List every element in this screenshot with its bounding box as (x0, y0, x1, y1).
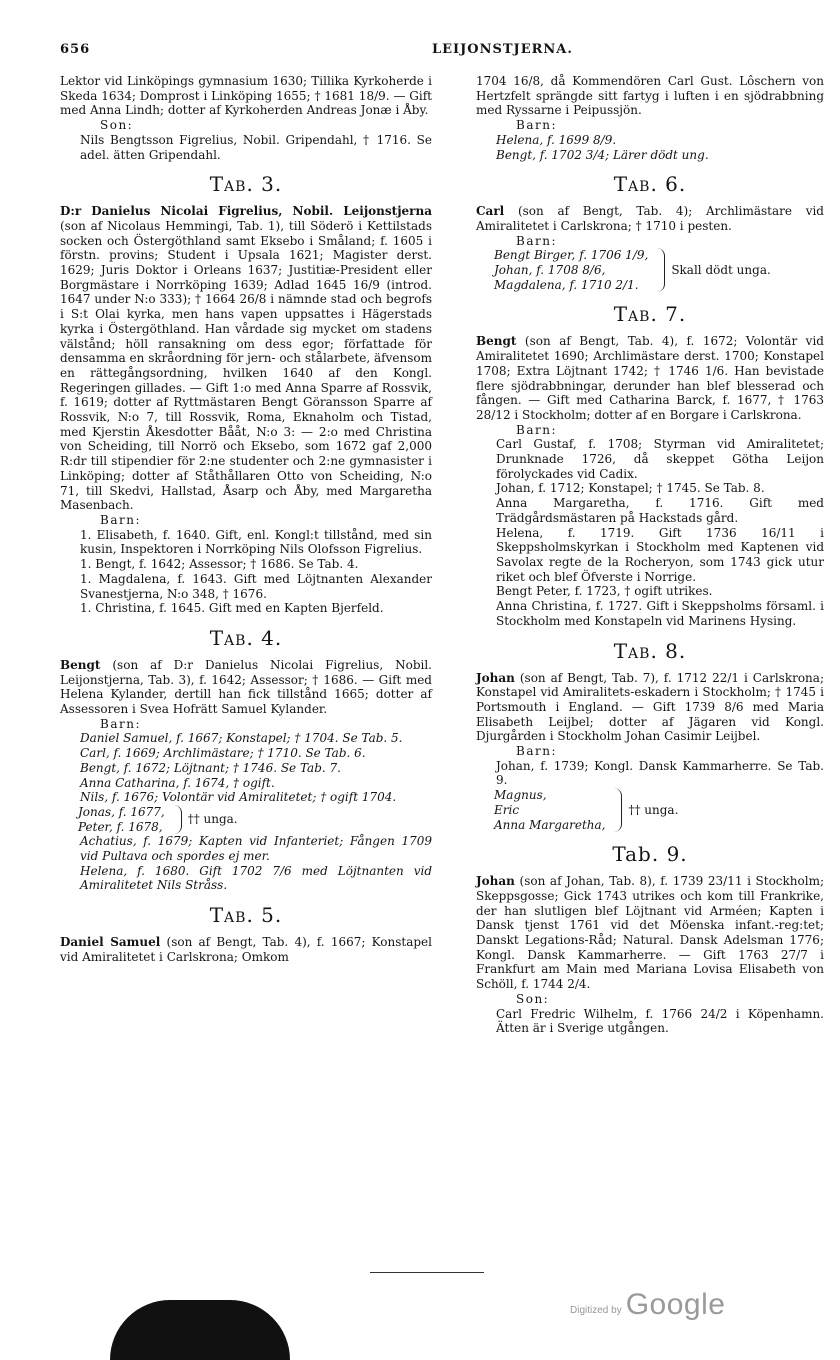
tab-3-heading: Tab. 3. (209, 172, 283, 197)
tab-8-entry (476, 671, 824, 745)
brace-group (476, 248, 824, 292)
child-entry: Anna Catharina, f. 1674, † ogift. (80, 775, 275, 790)
brace-names (494, 788, 605, 832)
entry-body: (son af Bengt, Tab. 7), f. 1712 22/1 i Carlskrona; Konstapel vid Amiralitets-eskadern i Stockholm; † 1745 i Portsmouth i England. — Gift 1739 8/6 med Maria Elisabeth Leijbel; dotter af Jägaren vid Kongl. Djurgården i Stockholm Johan Casimir Leijbel. (476, 670, 824, 744)
child-entry: Daniel Samuel, f. 1667; Konstapel; † 1704. Se Tab. 5. (80, 731, 403, 746)
child-entry: Magdalena, f. 1710 2/1. (494, 277, 639, 292)
barn-label: Barn: (516, 744, 557, 759)
tab-4-heading: Tab. 4. (209, 625, 283, 650)
child-entry: Helena, f. 1719. Gift 1736 16/11 i Skeppsholmskyrkan i Stockholm med Kaptenen vid Savolax regte de la Rocheryon, som 1743 gick utur riket och blef Öfverste i Norrige. (496, 525, 824, 584)
child-entry: Johan, f. 1739; Kongl. Dansk Kammarherre. Se Tab. 9. (496, 758, 824, 788)
tab-5-heading: Tab. 5. (209, 903, 283, 928)
left-column (60, 74, 432, 965)
entry-body: (son af D:r Danielus Nicolai Figrelius, Nobil. Leijonstjerna, Tab. 3), f. 1642; Assessor; † 1686. — Gift med Helena Kylander, dertill han fick tillstånd 1665; dotter af Assessoren i Svea Hofrätt Samuel Kylander. (60, 657, 432, 717)
tab-4-entry (60, 658, 432, 717)
end-rule (370, 1272, 484, 1273)
person-name: Johan (476, 670, 515, 685)
child-entry: Anna Christina, f. 1727. Gift i Skeppsholms församl. i Stockholm med Konstapeln vid Marinens Hysing. (496, 599, 824, 628)
brace-group (476, 788, 824, 832)
brace-note: †† unga. (628, 802, 679, 817)
child-entry: Bengt, f. 1672; Löjtnant; † 1746. Se Tab. 7. (80, 760, 341, 775)
tab-9-entry (476, 874, 824, 992)
entry-body: (son af Nicolaus Hemmingi, Tab. 1), till Söderö i Kettilstads socken och Östergöthland samt Eksebo i Småland; f. 1605 i förstn. provins; Student i Upsala 1621; Magister derst. 1629; Juris Doktor i Orleans 1637; Justitiæ-President eller Borgmästare i Norrköping 1639; Adlad 1645 16/9 (introd. 1647 under N:o 333); † 1664 26/8 i nämnde stad och begrofs i S:t Olai kyrka, men hans vapen uppsattes i Hägerstads kyrka i Östergöthland. Han vårdade sig mycket om stadens välstånd; höll ransakning om dess egor; författade för densamma en skråordning för jern- och stålarbete, äfvensom en rättegångsordning, hvilken 1640 af den Kongl. Regeringen gillades. — Gift 1:o med Anna Sparre af Rossvik, f. 1619; dotter af Ryttmästaren Bengt Göransson Sparre af Rossvik, N:o 7, till Rossvik, Roma, Eknaholm och Tistad, med Kjerstin Åkesdotter Bååt, N:o 3: — 2:o med Christina von Scheiding, till Norrö och Eksebo, som 1672 gaf 2,000 R:dr till stipendier för 2:ne studenter och 2:ne gymnasister i Linköping; dotter af Ståthållaren Otto von Scheiding, N:o 71, till Skedvi, Hallstad, Åsarp och Åby, med Margaretha Masenbach. (60, 218, 432, 513)
child-entry: Johan, f. 1708 8/6, (494, 263, 606, 278)
child-entry: Carl, f. 1669; Archlimästare; † 1710. Se Tab. 6. (80, 746, 366, 761)
entry-body: (son af Johan, Tab. 8), f. 1739 23/11 i Stockholm; Skeppsgosse; Gick 1743 utrikes och kom till Frankrike, der han slutligen blef Löjtnant vid Arméen; Kapten i Dansk tjenst 1761 vid det Möenska infant.-reg:tet; Danskt Legations-Råd; Natural. Dansk Adelsman 1776; Kongl. Dansk Kammarherre. — Gift 1763 27/7 i Frankfurt am Main med Mariana Lovisa Elisabeth von Schöll, f. 1744 2/4. (476, 874, 824, 992)
entry-body: (son af Bengt, Tab. 4), f. 1672; Volontär vid Amiralitetet 1690; Archlimästare derst. 1700; Konstapel 1708; Extra Löjtnant 1742; † 1746 1/6. Han bevistade flere sjödrabbningar, derunder han blef blesserad och fången. — Gift med Catharina Barck, f. 1677, † 1763 28/12 i Stockholm; dotter af en Borgare i Carlskrona. (476, 334, 824, 422)
child-entry: 1. Christina, f. 1645. Gift med en Kapten Bjerfeld. (80, 601, 384, 616)
tab-9-heading: Tab. 9. (612, 842, 688, 867)
person-name: Bengt (476, 334, 517, 349)
child-entry: Helena, f. 1699 8/9. (496, 132, 617, 147)
running-title: LEIJONSTJERNA. (432, 42, 573, 57)
child-entry: Nils, f. 1676; Volontär vid Amiralitetet; † ogift 1704. (80, 790, 397, 805)
child-entry: Bengt Birger, f. 1706 1/9, (494, 248, 649, 263)
brace-names (78, 805, 165, 834)
tab-7-heading: Tab. 7. (613, 302, 687, 327)
child-entry: Bengt, f. 1702 3/4; Lärer dödt ung. (496, 147, 709, 162)
barn-label: Barn: (100, 512, 141, 527)
brace-mark (656, 248, 665, 292)
barn-label: Barn: (516, 233, 557, 248)
child-entry: Eric (494, 802, 520, 817)
child-entry: Peter, f. 1678, (78, 819, 163, 834)
person-name: D:r Danielus Nicolai Figrelius, Nobil. Leijonstjerna (60, 204, 432, 219)
child-entry: Helena, f. 1680. Gift 1702 7/6 med Löjtnanten vid Amiralitetet Nils Stråss. (80, 863, 432, 893)
child-entry: Bengt Peter, f. 1723, † ogift utrikes. (496, 584, 713, 599)
person-name: Bengt (60, 657, 101, 672)
barn-label: Barn: (516, 118, 557, 133)
son-label: Son: (516, 991, 550, 1006)
person-name: Daniel Samuel (60, 935, 161, 950)
tab-3-entry (60, 204, 432, 513)
child-entry: Magnus, (494, 788, 547, 803)
child-entry: Jonas, f. 1677, (78, 804, 165, 819)
page-number: 656 (60, 42, 91, 57)
intro-paragraph: Lektor vid Linköpings gymnasium 1630; Tillika Kyrkoherde i Skeda 1634; Domprost i Linköping 1655; † 1681 18/9. — Gift med Anna Lindh; dotter af Kyrkoherden Andreas Jonæ i Åby. (60, 74, 432, 118)
child-entry: Johan, f. 1712; Konstapel; † 1745. Se Tab. 8. (496, 481, 765, 496)
digitized-watermark (570, 1282, 725, 1322)
brace-mark (173, 805, 182, 834)
tab-8-heading: Tab. 8. (613, 638, 687, 663)
child-entry: Anna Margaretha, f. 1716. Gift med Trädgårdsmästaren på Hackstads gård. (496, 496, 824, 525)
child-entry: 1. Elisabeth, f. 1640. Gift, enl. Kongl:t tillstånd, med sin kusin, Inspektoren i Norrköping Nils Olofsson Figrelius. (80, 527, 432, 557)
page-blot (110, 1300, 290, 1360)
child-entry: Achatius, f. 1679; Kapten vid Infanteriet; Fången 1709 vid Pultava och spordes ej mer. (80, 834, 432, 864)
entry-body: (son af Bengt, Tab. 4); Archlimästare vid Amiralitetet i Carlskrona; † 1710 i pesten. (476, 204, 824, 233)
right-column (476, 74, 824, 1036)
brace-note: Skall dödt unga. (671, 263, 771, 278)
child-entry: 1. Magdalena, f. 1643. Gift med Löjtnanten Alexander Svanestjerna, N:o 348, † 1676. (80, 571, 432, 601)
entry-body: (son af Bengt, Tab. 4), f. 1667; Konstapel vid Amiralitetet i Carlskrona; Omkom (60, 935, 432, 964)
brace-names (494, 248, 648, 292)
son-entry: Carl Fredric Wilhelm, f. 1766 24/2 i Köpenhamn. Ätten är i Sverige utgången. (496, 1006, 824, 1036)
tab-7-entry (476, 334, 824, 422)
barn-label: Barn: (100, 716, 141, 731)
tab-6-entry (476, 204, 824, 233)
tab-6-heading: Tab. 6. (613, 172, 687, 197)
child-entry: Anna Margaretha, (494, 817, 606, 832)
tab-5-entry (60, 935, 432, 964)
barn-label: Barn: (516, 422, 557, 437)
google-logo: Google (625, 1288, 726, 1321)
son-label: Son: (100, 118, 134, 133)
brace-group (60, 805, 432, 834)
child-entry: Carl Gustaf, f. 1708; Styrman vid Amiralitetet; Drunknade 1726, då skeppet Götha Leijon förolyckades vid Cadix. (496, 437, 824, 481)
page-header (60, 42, 798, 62)
brace-mark (613, 788, 622, 832)
child-entry: 1. Bengt, f. 1642; Assessor; † 1686. Se Tab. 4. (80, 557, 359, 572)
brace-note: †† unga. (187, 812, 238, 827)
person-name: Johan (476, 874, 515, 889)
son-entry: Nils Bengtsson Figrelius, Nobil. Gripendahl, † 1716. Se adel. ätten Gripendahl. (80, 132, 432, 162)
person-name: Carl (476, 204, 505, 219)
continued-paragraph: 1704 16/8, då Kommendören Carl Gust. Lôschern von Hertzfelt sprängde sitt fartyg i luften i en sjödrabbning med Ryssarne i Peipussjön. (476, 74, 824, 118)
watermark-caption: Digitized by (570, 1305, 622, 1316)
